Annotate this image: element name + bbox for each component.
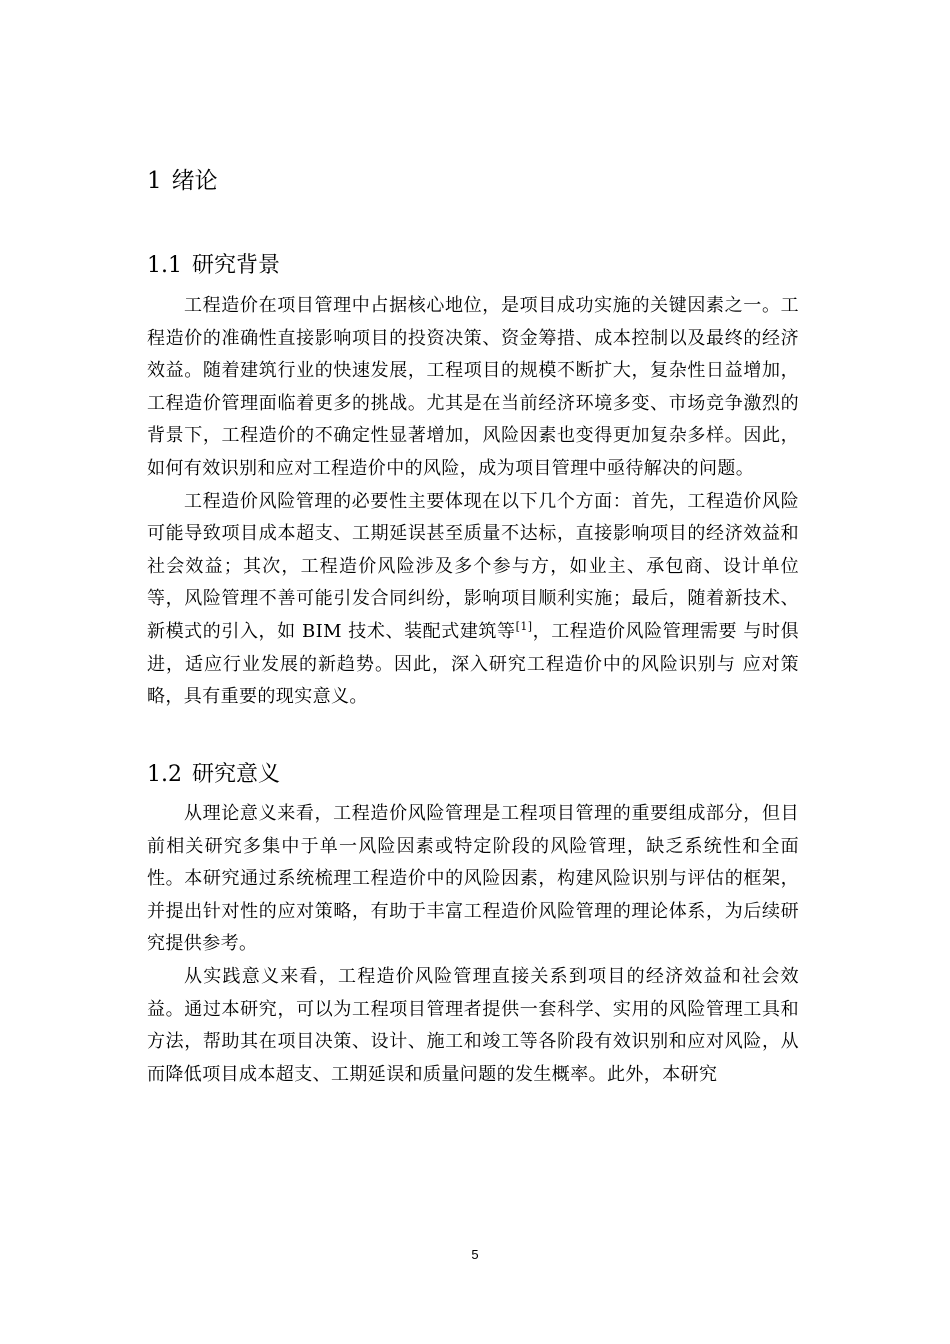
section-number: 1.1 xyxy=(147,253,182,278)
paragraph: 从实践意义来看，工程造价风险管理直接关系到项目的经济效益和社会效益。通过本研究，可以为工程项目管理者提供一套科学、实用的风险管理工具和方法，帮助其在项目决策、设计、施工和竣工等各阶段有效识别和应对风险，从而降低项目成本超支、工期延误和质量问题的发生概率。此外，本研究 xyxy=(147,965,799,1085)
section-title: 研究背景 xyxy=(192,253,281,278)
page-number: 5 xyxy=(471,1247,479,1262)
paragraph-text: ，工程造价风险管理需要 与时俱进，适应行业发展的新趋势。因此，深入研究工程造价中的风险识别与 应对策略，具有重要的现实意义。 xyxy=(147,620,799,708)
citation-reference[interactable]: [1] xyxy=(515,619,533,633)
paragraph-with-citation xyxy=(147,486,799,714)
background-body xyxy=(147,290,799,714)
paragraph: 从理论意义来看，工程造价风险管理是工程项目管理的重要组成部分，但目前相关研究多集中于单一风险因素或特定阶段的风险管理，缺乏系统性和全面性。本研究通过系统梳理工程造价中的风险因素，构建风险识别与评估的框架，并提出针对性的应对策略，有助于丰富工程造价风险管理的理论体系，为后续研究提供参考。 xyxy=(147,803,799,955)
paragraph-text: 工程造价风险管理的必要性主要体现在以下几个方面：首先，工程造价风险可能导致项目成本超支、工期延误甚至质量不达标，直接影响项目的经济效益和社会效益；其次，工程造价风险涉及多个参与方，如业主、承包商、设计单位等，风险管理不善可能引发合同纠纷，影响项目顺利实施；最后，随着新技术、新模式的引入，如 BIM 技术、装配式建筑等 xyxy=(147,490,799,642)
section-heading-background xyxy=(147,251,280,281)
chapter-title: 绪论 xyxy=(171,168,218,194)
chapter-number: 1 xyxy=(147,168,162,194)
section-heading-significance xyxy=(147,760,280,790)
section-number: 1.2 xyxy=(147,762,182,787)
paragraph: 工程造价在项目管理中占据核心地位，是项目成功实施的关键因素之一。工程造价的准确性直接影响项目的投资决策、资金筹措、成本控制以及最终的经济效益。随着建筑行业的快速发展，工程项目的规模不断扩大，复杂性日益增加，工程造价管理面临着更多的挑战。尤其是在当前经济环境多变、市场竞争激烈的背景下，工程造价的不确定性显著增加，风险因素也变得更加复杂多样。因此，如何有效识别和应对工程造价中的风险，成为项目管理中亟待解决的问题。 xyxy=(147,295,799,479)
section-title: 研究意义 xyxy=(192,762,281,787)
significance-body xyxy=(147,798,799,1091)
chapter-heading xyxy=(147,166,218,196)
